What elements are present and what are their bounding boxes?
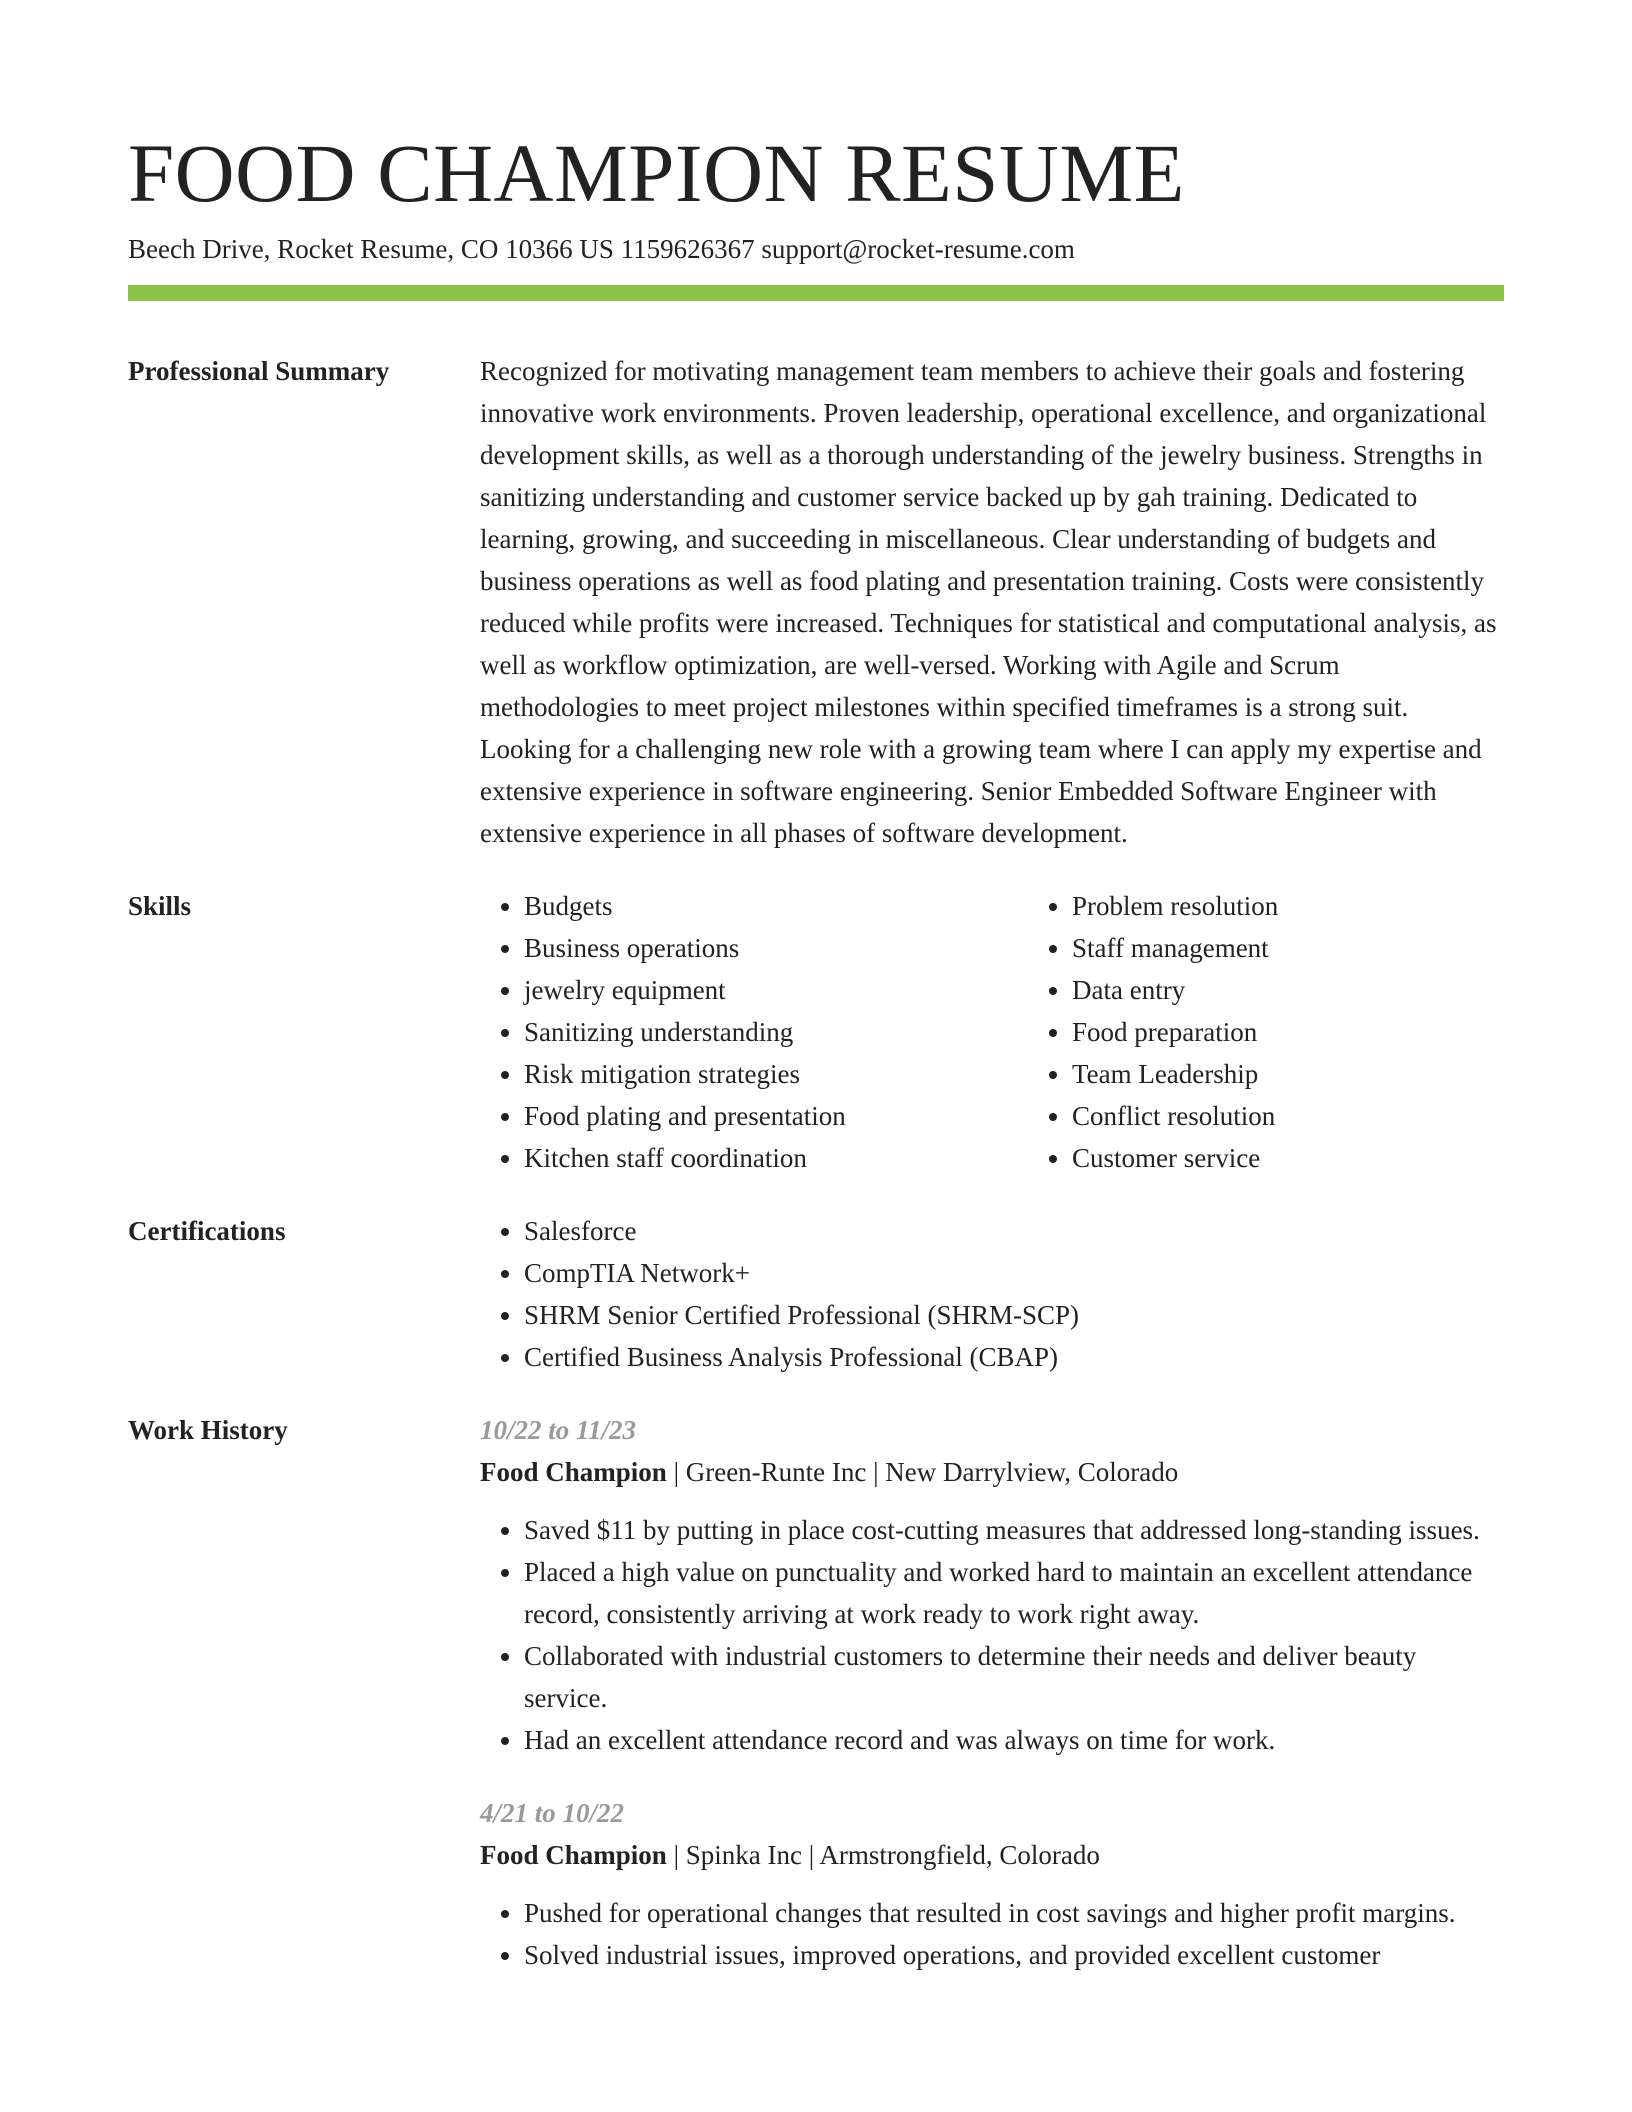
skill-item: • Problem resolution bbox=[1072, 885, 1576, 927]
certification-item: • CompTIA Network+ bbox=[524, 1252, 1504, 1294]
skill-item: • Food preparation bbox=[1072, 1011, 1576, 1053]
job-bullet: • Pushed for operational changes that resulted in cost savings and higher profit margins. bbox=[524, 1892, 1504, 1934]
skills-body bbox=[480, 885, 1576, 1179]
skill-item: • Budgets bbox=[524, 885, 1028, 927]
summary-label: Professional Summary bbox=[128, 356, 390, 386]
skill-item: • Data entry bbox=[1072, 969, 1576, 1011]
job-title: Food Champion bbox=[480, 1840, 667, 1870]
job-entry bbox=[480, 1792, 1504, 1976]
certifications-body bbox=[480, 1210, 1504, 1378]
job-title: Food Champion bbox=[480, 1457, 667, 1487]
job-bullet: • Solved industrial issues, improved operations, and provided excellent customer bbox=[524, 1934, 1504, 1976]
summary-body bbox=[480, 350, 1504, 854]
skill-item: • Staff management bbox=[1072, 927, 1576, 969]
skills-list-left bbox=[480, 885, 1028, 1179]
certification-item: • Salesforce bbox=[524, 1210, 1504, 1252]
skill-item: • Team Leadership bbox=[1072, 1053, 1576, 1095]
job-employer-location: | Green-Runte Inc | New Darrylview, Colorado bbox=[666, 1457, 1179, 1487]
job-bullet: • Had an excellent attendance record and was always on time for work. bbox=[524, 1719, 1504, 1761]
accent-divider bbox=[128, 285, 1504, 301]
skill-item: • Conflict resolution bbox=[1072, 1095, 1576, 1137]
skills-list-right bbox=[1028, 885, 1576, 1179]
certification-item: • SHRM Senior Certified Professional (SHRM-SCP) bbox=[524, 1294, 1504, 1336]
skills-label: Skills bbox=[128, 891, 192, 921]
job-date: 10/22 to 11/23 bbox=[480, 1415, 637, 1445]
job-employer-location: | Spinka Inc | Armstrongfield, Colorado bbox=[666, 1840, 1100, 1870]
job-heading bbox=[480, 1451, 1504, 1493]
skill-item: • jewelry equipment bbox=[524, 969, 1028, 1011]
skill-item: • Business operations bbox=[524, 927, 1028, 969]
work-history-section bbox=[128, 1409, 1504, 2007]
certification-item: • Certified Business Analysis Professional (CBAP) bbox=[524, 1336, 1504, 1378]
contact-line: Beech Drive, Rocket Resume, CO 10366 US 1159626367 support@rocket-resume.com bbox=[128, 234, 1075, 264]
job-heading bbox=[480, 1834, 1504, 1876]
skill-item: • Sanitizing understanding bbox=[524, 1011, 1028, 1053]
skills-section bbox=[128, 885, 1504, 1179]
job-entry bbox=[480, 1409, 1504, 1761]
certifications-list bbox=[480, 1210, 1504, 1378]
resume-sections bbox=[128, 350, 1504, 2038]
work-history-label: Work History bbox=[128, 1415, 288, 1445]
skill-item: • Risk mitigation strategies bbox=[524, 1053, 1028, 1095]
job-bullet: • Collaborated with industrial customers to determine their needs and deliver beauty service. bbox=[524, 1635, 1504, 1719]
job-bullets bbox=[480, 1892, 1504, 1976]
summary-text: Recognized for motivating management team members to achieve their goals and fostering innovative work environments. Proven leadership, operational excellence, and organizational development skills, as well as a thorough understanding of the jewelry business. Strengths in sanitizing understanding and customer service backed up by gah training. Dedicated to learning, growing, and succeeding in miscellaneous. Clear understanding of budgets and business operations as well as food plating and presentation training. Costs were consistently reduced while profits were increased. Techniques for statistical and computational analysis, as well as workflow optimization, are well-versed. Working with Agile and Scrum methodologies to meet project milestones within specified timeframes is a strong suit. Looking for a challenging new role with a growing team where I can apply my expertise and extensive experience in software engineering. Senior Embedded Software Engineer with extensive experience in all phases of software development. bbox=[480, 356, 1497, 848]
summary-section bbox=[128, 350, 1504, 854]
job-bullet: • Saved $11 by putting in place cost-cutting measures that addressed long-standing issues. bbox=[524, 1509, 1504, 1551]
job-bullets bbox=[480, 1509, 1504, 1761]
skill-item: • Kitchen staff coordination bbox=[524, 1137, 1028, 1179]
certifications-label: Certifications bbox=[128, 1216, 286, 1246]
resume-title: FOOD CHAMPION RESUME bbox=[128, 127, 1185, 219]
job-date: 4/21 to 10/22 bbox=[480, 1798, 625, 1828]
certifications-section bbox=[128, 1210, 1504, 1378]
skill-item: • Food plating and presentation bbox=[524, 1095, 1028, 1137]
job-bullet: • Placed a high value on punctuality and worked hard to maintain an excellent attendance record, consistently arriving at work ready to work right away. bbox=[524, 1551, 1504, 1635]
skill-item: • Customer service bbox=[1072, 1137, 1576, 1179]
work-history-body bbox=[480, 1409, 1504, 2007]
